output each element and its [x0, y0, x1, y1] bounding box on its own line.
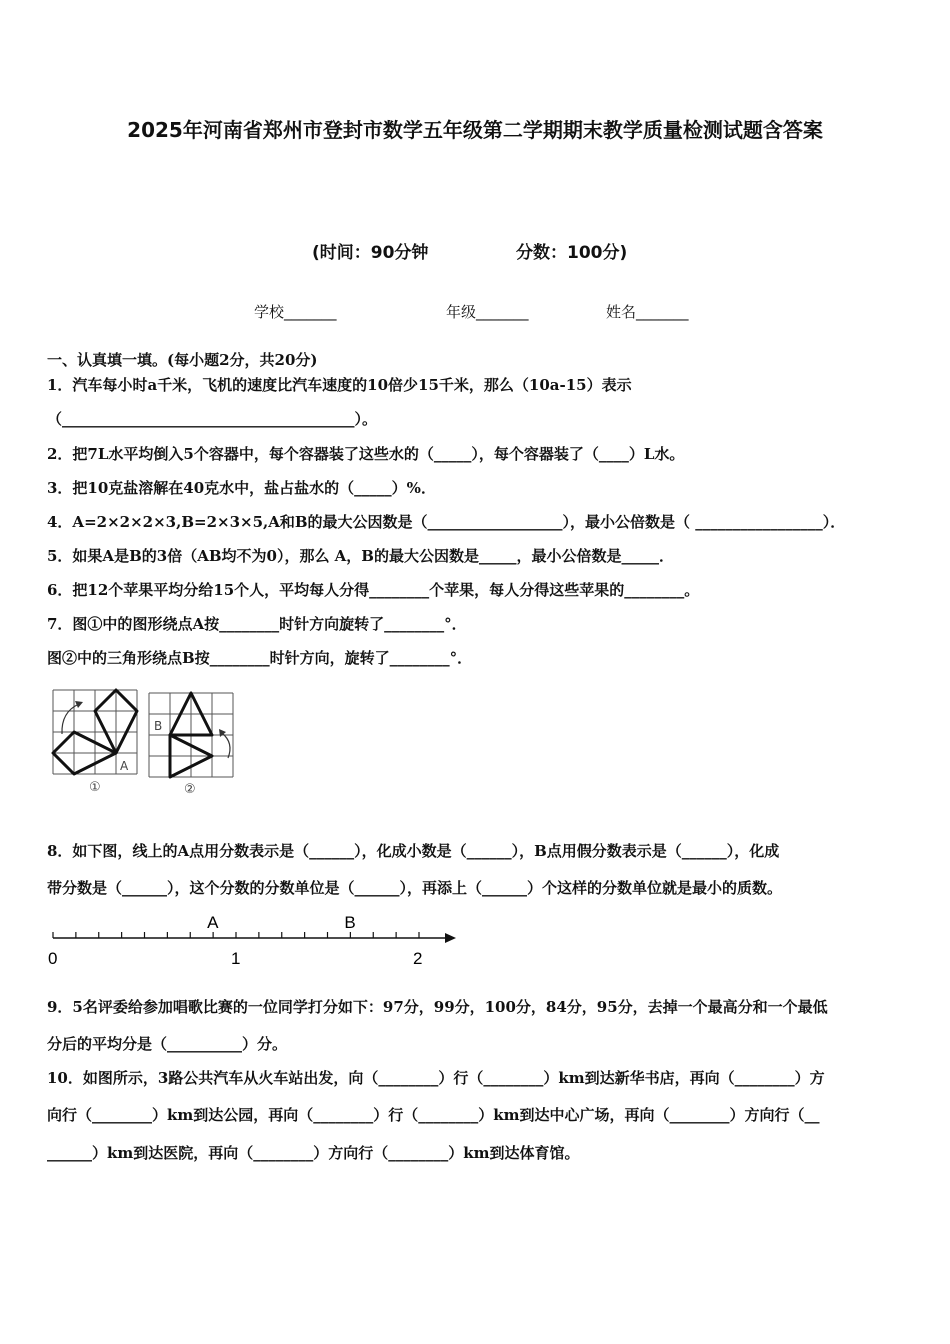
rotation-arrow-icon	[62, 704, 79, 734]
document-title: 2025年河南省郑州市登封市数学五年级第二学期期末教学质量检测试题含答案	[127, 118, 823, 142]
question-4: 4．A=2×2×2×3,B=2×3×5,A和B的最大公因数是（__________________），最小公倍数是（ _________________）．	[47, 513, 846, 531]
question-2: 2．把7L水平均倒入5个容器中，每个容器装了这些水的（_____），每个容器装了（____）L水。	[47, 445, 685, 463]
question-1: 1．汽车每小时a千米，飞机的速度比汽车速度的10倍少15千米，那么（10a-15）表示	[47, 376, 632, 394]
question-7: 7．图①中的图形绕点A按________时针方向旋转了________°．	[47, 615, 467, 633]
question-6: 6．把12个苹果平均分给15个人，平均每人分得________个苹果，每人分得这些苹果的________。	[47, 581, 700, 599]
section-heading: 一、认真填一填。(每小题2分，共20分)	[47, 351, 318, 369]
rotation-arrow-icon	[222, 733, 230, 758]
question-1-blank: （_______________________________________）。	[47, 410, 378, 428]
question-9-cont: 分后的平均分是（__________）分。	[47, 1035, 288, 1053]
question-7-part2: 图②中的三角形绕点B按________时针方向，旋转了________°．	[47, 649, 473, 667]
arrow-head-icon	[445, 933, 456, 943]
point-b-marker: B	[344, 913, 356, 932]
exam-time: (时间：90分钟	[312, 243, 429, 263]
number-line-label-1: 1	[231, 949, 241, 968]
school-field: 学校_______	[254, 303, 337, 321]
exam-score: 分数：100分)	[516, 243, 628, 263]
question-10-end: ______）km到达医院，再向（________）方向行（________）km到达体育馆。	[47, 1144, 580, 1162]
number-line-label-2: 2	[413, 949, 423, 968]
question-9: 9．5名评委给参加唱歌比赛的一位同学打分如下：97分，99分，100分，84分，95分，去掉一个最高分和一个最低	[47, 998, 828, 1016]
name-field: 姓名_______	[606, 303, 689, 321]
number-line-label-0: 0	[48, 949, 58, 968]
number-line	[48, 913, 456, 968]
question-8-cont: 带分数是（______），这个分数的分数单位是（______），再添上（______）个这样的分数单位就是最小的质数。	[47, 879, 783, 897]
question-3: 3．把10克盐溶解在40克水中，盐占盐水的（_____）%．	[47, 479, 436, 497]
grade-field: 年级_______	[446, 303, 529, 321]
figure-2-caption: ②	[184, 782, 196, 797]
question-8: 8．如下图，线上的A点用分数表示是（______），化成小数是（______），B点用假分数表示是（______），化成	[47, 842, 780, 860]
point-a-marker: A	[207, 913, 219, 932]
question-5: 5．如果A是B的3倍（AB均不为0），那么 A，B的最大公因数是_____，最小公倍数是_____．	[47, 547, 674, 565]
point-a-label: A	[120, 759, 129, 773]
figure-1-caption: ①	[89, 780, 101, 795]
rotation-figure-1	[53, 690, 137, 795]
question-10: 10．如图所示，3路公共汽车从火车站出发，向（________）行（________）km到达新华书店，再向（________）方	[47, 1069, 825, 1087]
point-b-label: B	[154, 719, 163, 733]
question-10-cont: 向行（________）km到达公园，再向（________）行（________）km到达中心广场，再向（________）方向行（__	[47, 1106, 820, 1124]
rotation-figure-2	[149, 693, 233, 797]
